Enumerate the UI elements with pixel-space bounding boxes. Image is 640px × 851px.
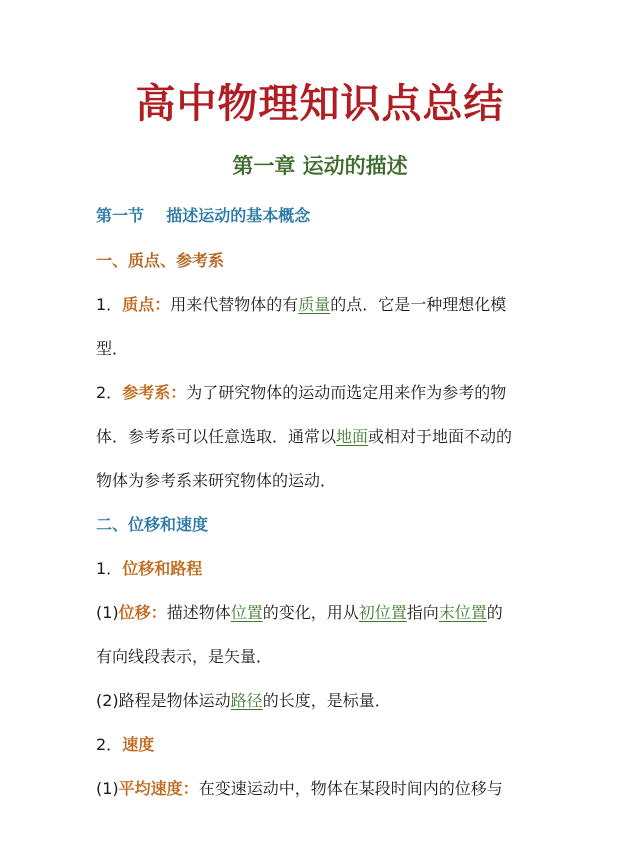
item-number: 1． [96,295,123,314]
keyword: 位置 [230,603,263,622]
text-run: 的 [486,603,503,622]
paragraph-3-line-1 [96,602,503,624]
keyword: 初位置 [358,603,407,622]
paragraph-1-line-2 [96,338,128,360]
text-run: 指向 [406,603,439,622]
term-label: 参考系： [122,383,187,402]
text-run: 的长度，是标量． [262,691,391,710]
item-number: 2． [96,383,123,402]
document-title: 高中物理知识点总结 [135,81,505,127]
section-heading: 第一节 描述运动的基本概念 [96,206,311,225]
paragraph-3-line-2 [96,646,272,668]
topic-heading-1: 一、质点、参考系 [96,251,225,270]
keyword: 末位置 [438,603,487,622]
item-number: (1) [96,603,119,622]
item-number: 1． [96,559,123,578]
paragraph-2-line-3 [96,470,336,492]
text-run: 用来代替物体的有 [170,295,299,314]
text-run: 型． [96,339,129,358]
text-run: (2)路程是物体运动 [96,691,231,710]
chapter-heading: 第一章 运动的描述 [232,154,408,178]
item-number: 2． [96,735,123,754]
term-label: 质点： [122,295,171,314]
term-label: 位移： [118,603,167,622]
text-run: 或相对于地面不动的 [368,427,513,446]
text-run: 描述物体 [166,603,231,622]
text-run: 物体为参考系来研究物体的运动． [96,471,337,490]
paragraph-4 [96,690,391,712]
paragraph-5-line-1 [96,778,503,800]
subheading-label: 位移和路程 [122,559,203,578]
keyword: 质量 [298,295,331,314]
keyword: 路径 [230,691,263,710]
paragraph-2-line-2 [96,426,512,448]
subheading-label: 速度 [122,735,155,754]
text-run: 在变速运动中，物体在某段时间内的位移与 [198,779,503,798]
text-run: 的变化，用从 [262,603,359,622]
text-run: 的点．它是一种理想化模 [330,295,507,314]
text-run: 有向线段表示，是矢量． [96,647,273,666]
subheading-1 [96,558,202,580]
subheading-2 [96,734,154,756]
paragraph-2-line-1 [96,382,506,404]
keyword: 地面 [336,427,369,446]
term-label: 平均速度： [118,779,199,798]
item-number: (1) [96,779,119,798]
text-run: 体．参考系可以任意选取．通常以 [96,427,337,446]
paragraph-1-line-1 [96,294,506,316]
text-run: 为了研究物体的运动而选定用来作为参考的物 [186,383,507,402]
topic-heading-2: 二、位移和速度 [96,515,209,534]
